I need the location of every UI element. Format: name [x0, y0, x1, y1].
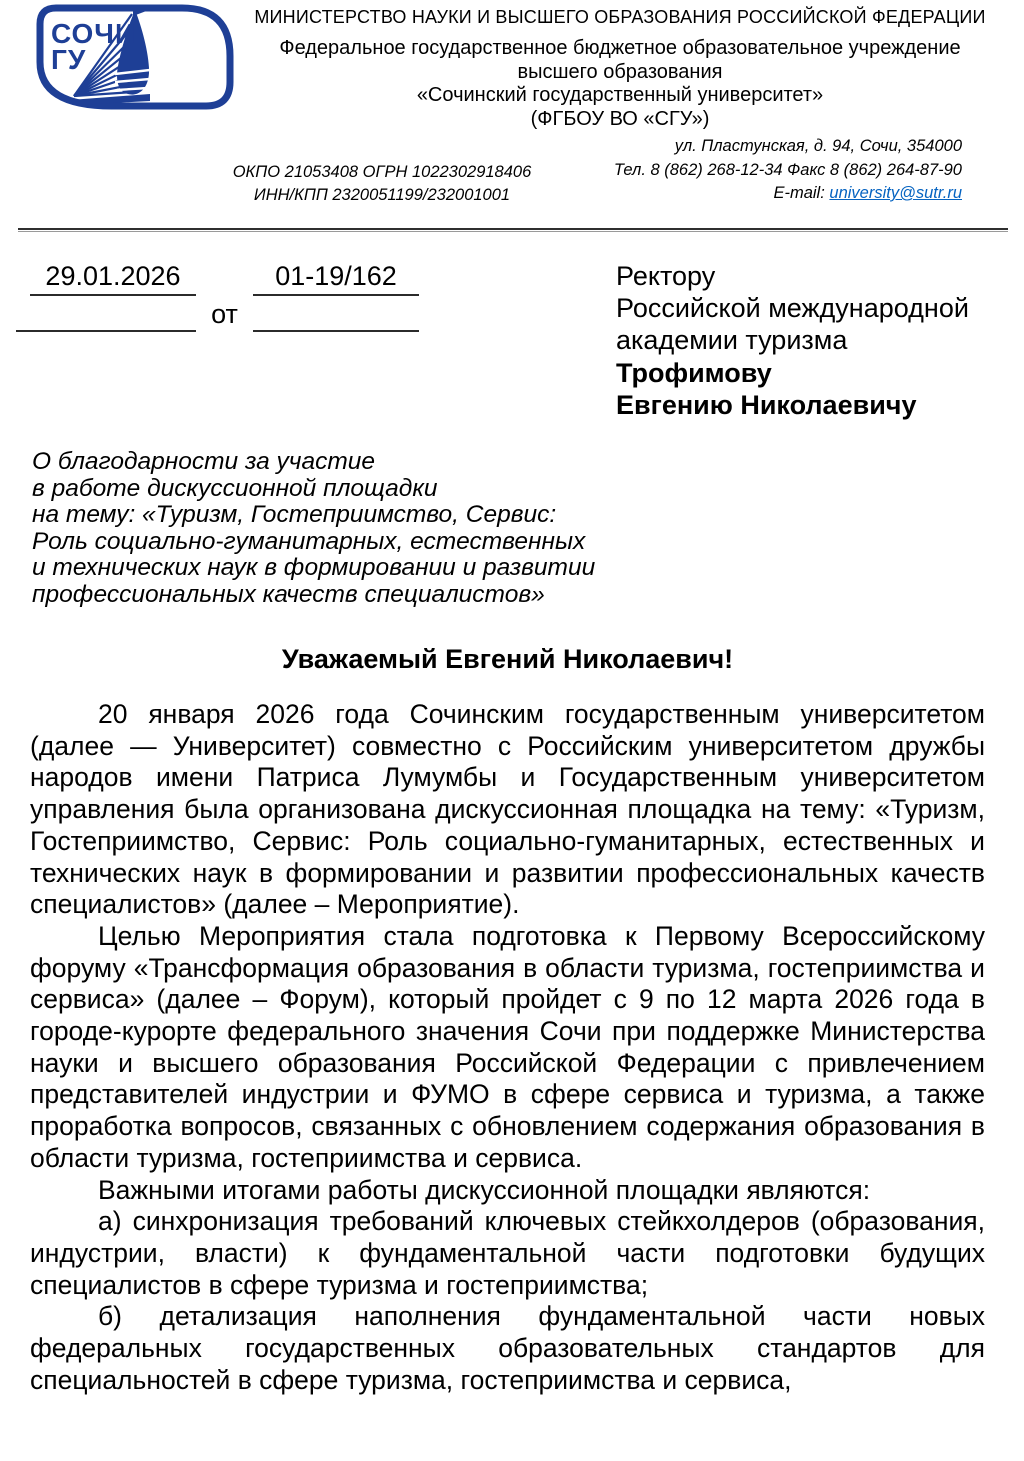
subject-line: О благодарности за участие	[32, 448, 375, 475]
blank-underline-right	[253, 299, 419, 332]
subject-line: Роль социально-гуманитарных, естественных	[32, 527, 586, 555]
recipient-name-patronymic: Евгению Николаевичу	[616, 389, 917, 420]
university-logo-icon	[36, 4, 234, 110]
letter-number: 01-19/162	[253, 261, 419, 296]
blank-underline-left	[16, 299, 196, 332]
subject-block	[32, 449, 672, 609]
subject-line: в работе дискуссионной площадки	[32, 474, 438, 502]
org-codes	[232, 161, 532, 207]
body-paragraph-1: 20 января 2026 года Сочинским государственным университетом (далее — Университет) совместно с Российским университетом дружбы народов имени Патриса Лумумбы и Государственным университетом управления была организована дискуссионная площадка на тему: «Туризм, Гостеприимство, Сервис: Роль социально-гуманитарных, естественных и технических наук в формировании и развитии профессиональных качеств специалистов» (далее – Мероприятие).	[30, 699, 985, 920]
letter-body	[30, 699, 985, 1396]
recipient-line: Российской международной	[616, 293, 969, 324]
body-paragraph-3: Важными итогами работы дискуссионной площадки являются:	[98, 1174, 871, 1205]
reference-gap	[196, 294, 253, 296]
subject-line: профессиональных качеств специалистов»	[32, 580, 545, 608]
letterhead-divider	[18, 228, 1008, 232]
okpo-ogrn: ОКПО 21053408 ОГРН 1022302918406	[232, 163, 532, 181]
logo-text-bottom: ГУ	[51, 44, 87, 75]
org-phone-fax: Тел. 8 (862) 268-12-34 Факс 8 (862) 264-87-90	[613, 161, 962, 179]
letter-date: 29.01.2026	[30, 261, 196, 296]
org-email-row	[773, 184, 962, 203]
org-name-line-3: «Сочинский государственный университет»	[416, 84, 824, 106]
org-name-line-4: (ФГБОУ ВО «СГУ»)	[530, 107, 710, 130]
email-label: E-mail:	[773, 184, 825, 202]
subject-line: на тему: «Туризм, Гостеприимство, Сервис:	[32, 501, 557, 529]
recipient-line: Ректору	[616, 261, 716, 291]
subject-line: и технических наук в формировании и развитии	[32, 554, 596, 582]
org-name-line-2: высшего образования	[517, 60, 723, 83]
org-address: ул. Пластунская, д. 94, Сочи, 354000	[674, 137, 962, 155]
recipient-line: академии туризма	[616, 325, 848, 356]
email-link[interactable]: university@sutr.ru	[829, 184, 962, 202]
body-paragraph-4: а) синхронизация требований ключевых стейкхолдеров (образования, индустрии, власти) к фундаментальной части подготовки будущих специалистов в сфере туризма и гостеприимства;	[30, 1206, 985, 1300]
body-paragraph-5: б) детализация наполнения фундаментальной части новых федеральных государственных образовательных стандартов для специальностей в сфере туризма, гостеприимства и сервиса,	[30, 1301, 985, 1395]
sochi-gu-logo	[36, 4, 234, 110]
reference-row-2	[30, 299, 419, 332]
reference-row-1	[30, 261, 419, 296]
logo-text-top: СОЧИ	[51, 18, 137, 49]
recipient-surname: Трофимову	[616, 357, 772, 388]
letterhead-org-block	[234, 6, 1006, 131]
reference-block	[30, 261, 419, 332]
salutation: Уважаемый Евгений Николаевич!	[281, 644, 734, 674]
from-label: от	[211, 299, 238, 329]
recipient-block	[616, 260, 986, 421]
ministry-name: МИНИСТЕРСТВО НАУКИ И ВЫСШЕГО ОБРАЗОВАНИЯ РОССИЙСКОЙ ФЕДЕРАЦИИ	[254, 7, 986, 27]
inn-kpp: ИНН/КПП 2320051199/232001001	[253, 186, 511, 204]
body-paragraph-2: Целью Мероприятия стала подготовка к Первому Всероссийскому форуму «Трансформация образования в области туризма, гостеприимства и сервиса» (далее – Форум), который пройдет с 9 по 12 марта 2026 года в городе-курорте федерального значения Сочи при поддержке Министерства науки и высшего образования Российской Федерации с привлечением представителей индустрии и ФУМО в сфере сервиса и туризма, а также проработка вопросов, связанных с обновлением содержания образования в области туризма, гостеприимства и сервиса.	[30, 920, 985, 1173]
org-name-line-1: Федеральное государственное бюджетное образовательное учреждение	[279, 37, 961, 59]
